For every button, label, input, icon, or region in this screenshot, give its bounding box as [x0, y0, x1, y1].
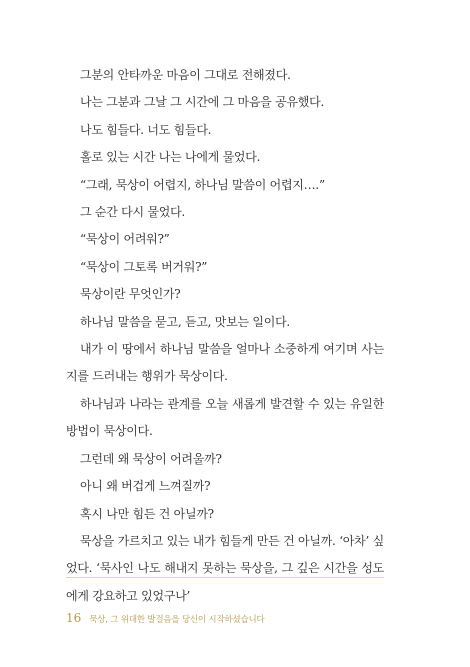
paragraph-6: 그 순간 다시 물었다.: [80, 205, 185, 220]
page-footer: [66, 611, 265, 625]
paragraph-15: 혹시 나만 힘든 건 아닐까?: [80, 506, 214, 521]
paragraph-1: 그분의 안타까운 마음이 그대로 전해졌다.: [80, 68, 291, 82]
body-text: [66, 62, 384, 610]
running-title: 묵상, 그 위대한 발걸음을 당신이 시작하셨습니다: [89, 615, 265, 625]
paragraph-12: 하나님과 나라는 관계를 오늘 새롭게 발견할 수 있는 유일한 방법이 묵상이다.: [66, 396, 384, 439]
paragraph-4: 홀로 있는 시간 나는 나에게 물었다.: [80, 150, 261, 165]
paragraph-10: 하나님 말씀을 묻고, 듣고, 맛보는 일이다.: [80, 314, 290, 329]
paragraph-3: 나도 힘들다. 너도 힘들다.: [80, 122, 212, 137]
paragraph-5: “그래, 묵상이 어렵지, 하나님 말씀이 어렵지….”: [80, 177, 325, 192]
footer-divider: [66, 577, 384, 578]
paragraph-13: 그런데 왜 묵상이 어려울까?: [80, 451, 222, 466]
page-number: 16: [66, 611, 82, 625]
paragraph-7: “묵상이 어려워?”: [80, 232, 170, 247]
paragraph-11: 내가 이 땅에서 하나님 말씀을 얼마나 소중하게 여기며 사는지를 드러내는 행위가 묵상이다.: [66, 342, 384, 384]
paragraph-8: “묵상이 그토록 버거워?”: [80, 259, 208, 274]
paragraph-14: 아니 왜 버겁게 느껴질까?: [80, 479, 211, 494]
paragraph-2: 나는 그분과 그날 그 시간에 그 마음을 공유했다.: [80, 95, 325, 110]
paragraph-9: 묵상이란 무엇인가?: [80, 287, 181, 302]
paragraph-16: 묵상을 가르치고 있는 내가 힘들게 만든 건 아닐까. ‘아차’ 싶었다. ‘묵사인 나도 해내지 못하는 묵상을, 그 깊은 시간을 성도에게 강요하고 있었구나’: [66, 533, 384, 603]
